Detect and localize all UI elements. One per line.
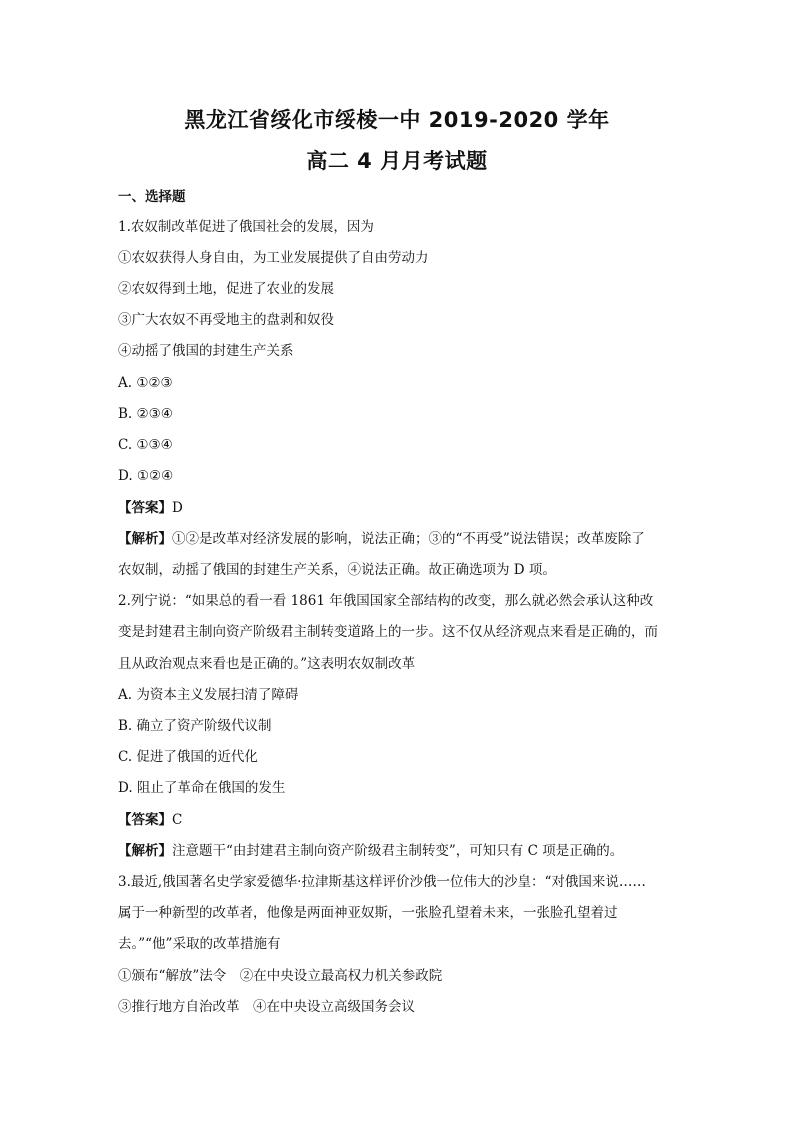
answer-value: C	[172, 812, 183, 828]
q2-option-b: B. 确立了资产阶级代议制	[118, 718, 272, 734]
document-subtitle: 高二 4 月月考试题	[306, 149, 488, 173]
q2-stem-line-1: 2.列宁说：“如果总的看一看 1861 年俄国国家全部结构的改变，那么就必然会承认这种改	[118, 593, 654, 609]
analysis-text: ①②是改革对经济发展的影响，说法正确；③的“不再受”说法错误；改革废除了	[172, 531, 645, 547]
answer-tag: 【答案】	[118, 500, 172, 516]
q3-items-line-1: ①颁布“解放”法令 ②在中央设立最高权力机关参政院	[118, 968, 443, 984]
q1-option-a: A. ①②③	[118, 375, 173, 391]
analysis-tag: 【解析】	[118, 531, 172, 547]
q2-analysis	[118, 841, 678, 861]
analysis-tag: 【解析】	[118, 843, 172, 859]
q2-answer	[118, 810, 678, 830]
q1-option-d: D. ①②④	[118, 468, 174, 484]
q1-option-c: C. ①③④	[118, 437, 173, 453]
q2-option-a: A. 为资本主义发展扫清了障碍	[118, 687, 299, 703]
q1-stem: 1.农奴制改革促进了俄国社会的发展，因为	[118, 219, 374, 235]
q1-analysis-cont: 农奴制，动摇了俄国的封建生产关系，④说法正确。故正确选项为 D 项。	[118, 562, 556, 578]
q2-option-d: D. 阻止了革命在俄国的发生	[118, 780, 286, 796]
q1-analysis	[118, 529, 678, 549]
q1-item-2: ②农奴得到土地，促进了农业的发展	[118, 281, 334, 297]
section-heading: 一、选择题	[118, 189, 186, 205]
q2-option-c: C. 促进了俄国的近代化	[118, 749, 258, 765]
q2-stem-line-2: 变是封建君主制向资产阶级君主制转变道路上的一步。这不仅从经济观点来看是正确的，而	[118, 624, 658, 640]
q1-option-b: B. ②③④	[118, 406, 173, 422]
q1-item-1: ①农奴获得人身自由，为工业发展提供了自由劳动力	[118, 250, 429, 266]
q1-item-3: ③广大农奴不再受地主的盘剥和奴役	[118, 312, 334, 328]
q3-stem-line-3: 去。”“他”采取的改革措施有	[118, 936, 281, 952]
q1-item-4: ④动摇了俄国的封建生产关系	[118, 343, 294, 359]
analysis-text: 注意题干“由封建君主制向资产阶级君主制转变”，可知只有 C 项是正确的。	[172, 843, 624, 859]
answer-value: D	[172, 500, 183, 516]
answer-tag: 【答案】	[118, 812, 172, 828]
q2-stem-line-3: 且从政治观点来看也是正确的。”这表明农奴制改革	[118, 656, 416, 672]
document-title: 黑龙江省绥化市绥棱一中 2019-2020 学年	[184, 108, 610, 132]
q3-stem-line-2: 属于一种新型的改革者，他像是两面神亚奴斯，一张脸孔望着未来，一张脸孔望着过	[118, 905, 618, 921]
q3-items-line-2: ③推行地方自治改革 ④在中央设立高级国务会议	[118, 999, 415, 1015]
q3-stem-line-1: 3.最近,俄国著名史学家爱德华·拉津斯基这样评价沙俄一位伟大的沙皇：“对俄国来说……	[118, 874, 646, 890]
q1-answer	[118, 498, 678, 518]
